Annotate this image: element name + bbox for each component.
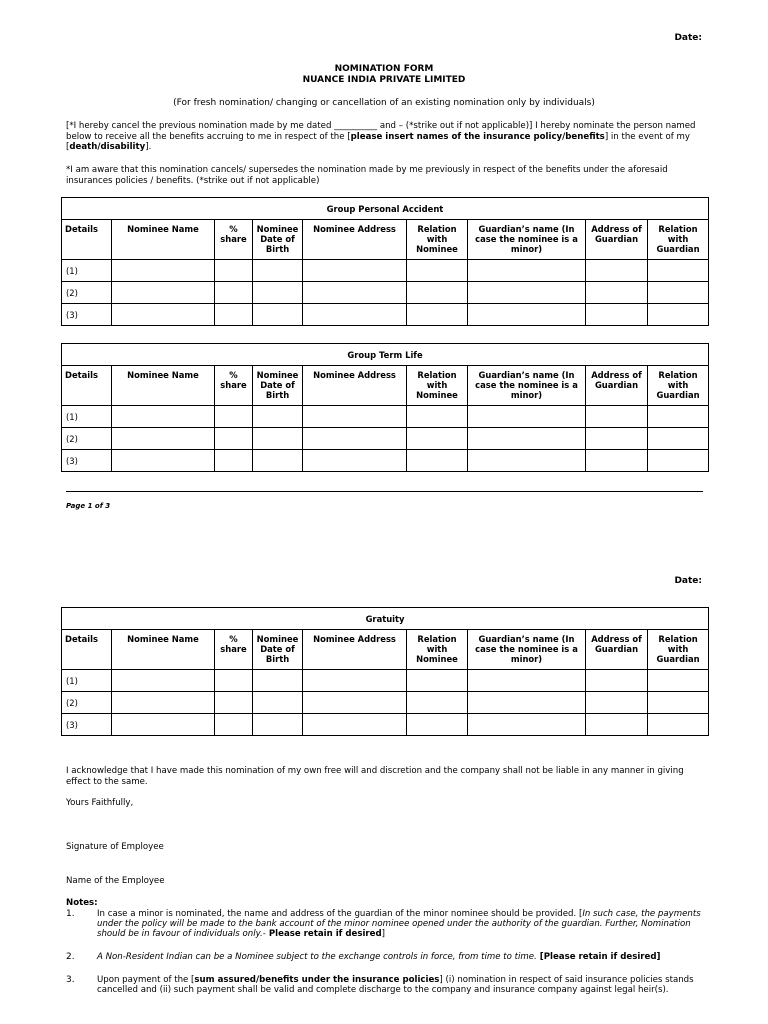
- relation-cell[interactable]: [407, 428, 468, 450]
- date-label: Date:: [674, 33, 702, 43]
- note-text: In case a minor is nominated, the name and address of the guardian of the minor nominee should be provided. [: [97, 909, 583, 919]
- dob-cell[interactable]: [253, 406, 303, 428]
- address-cell[interactable]: [303, 282, 407, 304]
- supersede-paragraph: *I am aware that this nomination cancels/ supersedes the nomination made by me previously in respect of the benefits under the aforesaid insurances policies / benefits. (*strike out if not applicable): [66, 165, 668, 186]
- table-row: [62, 428, 709, 450]
- nominee-name-cell[interactable]: [112, 670, 215, 692]
- dob-cell[interactable]: [253, 304, 303, 326]
- guardian-name-cell[interactable]: [468, 406, 586, 428]
- address-cell[interactable]: [303, 692, 407, 714]
- guardian-name-cell[interactable]: [468, 692, 586, 714]
- col-details: Details: [62, 366, 112, 406]
- guardian-relation-cell[interactable]: [648, 260, 709, 282]
- dob-cell[interactable]: [253, 428, 303, 450]
- note-bold: [Please retain if desired]: [536, 952, 661, 962]
- table-row: [62, 714, 709, 736]
- guardian-relation-cell[interactable]: [648, 670, 709, 692]
- share-cell[interactable]: [215, 670, 253, 692]
- col-dob: Nominee Date of Birth: [253, 366, 303, 406]
- guardian-name-cell[interactable]: [468, 428, 586, 450]
- acknowledgement-text: I acknowledge that I have made this nomination of my own free will and discretion and the company shall not be liable in any manner in giving effect to the same.: [66, 766, 684, 787]
- col-nominee-name: Nominee Name: [112, 366, 215, 406]
- guardian-address-cell[interactable]: [586, 282, 648, 304]
- guardian-name-cell[interactable]: [468, 260, 586, 282]
- col-share: % share: [215, 630, 253, 670]
- col-dob: Nominee Date of Birth: [253, 630, 303, 670]
- note-number: 2.: [66, 952, 75, 962]
- share-cell[interactable]: [215, 304, 253, 326]
- share-cell[interactable]: [215, 692, 253, 714]
- relation-cell[interactable]: [407, 692, 468, 714]
- row-label: (2): [62, 428, 112, 450]
- share-cell[interactable]: [215, 450, 253, 472]
- guardian-relation-cell[interactable]: [648, 428, 709, 450]
- event-placeholder: death/disability: [69, 142, 146, 152]
- share-cell[interactable]: [215, 406, 253, 428]
- row-label: (1): [62, 406, 112, 428]
- relation-cell[interactable]: [407, 670, 468, 692]
- table-row: [62, 304, 709, 326]
- guardian-relation-cell[interactable]: [648, 692, 709, 714]
- relation-cell[interactable]: [407, 282, 468, 304]
- table-gratuity: [61, 607, 709, 736]
- col-guardian-relation: Relation with Guardian: [648, 220, 709, 260]
- employee-name-label: Name of the Employee: [66, 876, 165, 886]
- para-text: ].: [145, 142, 152, 152]
- table-title: Group Term Life: [62, 344, 709, 366]
- nominee-name-cell[interactable]: [112, 714, 215, 736]
- row-label: (3): [62, 304, 112, 326]
- col-address: Nominee Address: [303, 366, 407, 406]
- row-label: (3): [62, 714, 112, 736]
- note-text: Upon payment of the [: [97, 975, 195, 985]
- col-dob: Nominee Date of Birth: [253, 220, 303, 260]
- table-row: [62, 692, 709, 714]
- table-row: [62, 260, 709, 282]
- signature-label: Signature of Employee: [66, 842, 164, 852]
- relation-cell[interactable]: [407, 714, 468, 736]
- col-guardian-name: Guardian’s name (In case the nominee is a minor): [468, 220, 586, 260]
- table-row: [62, 450, 709, 472]
- nomination-paragraph: [66, 121, 706, 153]
- dob-cell[interactable]: [253, 450, 303, 472]
- date-label: Date:: [674, 576, 702, 586]
- row-label: (2): [62, 692, 112, 714]
- note-3: [97, 975, 705, 995]
- note-bold: sum assured/benefits under the insurance policies: [194, 975, 440, 985]
- guardian-name-cell[interactable]: [468, 450, 586, 472]
- policy-placeholder: please insert names of the insurance policy/benefits: [350, 131, 605, 142]
- row-label: (1): [62, 260, 112, 282]
- dob-cell[interactable]: [253, 260, 303, 282]
- address-cell[interactable]: [303, 260, 407, 282]
- note-1: [97, 909, 705, 940]
- col-share: % share: [215, 220, 253, 260]
- guardian-address-cell[interactable]: [586, 714, 648, 736]
- address-cell[interactable]: [303, 304, 407, 326]
- share-cell[interactable]: [215, 714, 253, 736]
- row-label: (3): [62, 450, 112, 472]
- form-subtitle: (For fresh nomination/ changing or cancellation of an existing nomination only by individuals): [173, 98, 595, 108]
- table-title: Gratuity: [62, 608, 709, 630]
- page-number: Page 1 of 3: [66, 502, 111, 510]
- guardian-address-cell[interactable]: [586, 670, 648, 692]
- guardian-address-cell[interactable]: [586, 304, 648, 326]
- col-relation: Relation with Nominee: [407, 220, 468, 260]
- table-group-personal-accident: [61, 197, 709, 326]
- share-cell[interactable]: [215, 428, 253, 450]
- guardian-name-cell[interactable]: [468, 304, 586, 326]
- address-cell[interactable]: [303, 428, 407, 450]
- note-number: 1.: [66, 909, 75, 919]
- guardian-name-cell[interactable]: [468, 670, 586, 692]
- guardian-address-cell[interactable]: [586, 428, 648, 450]
- relation-cell[interactable]: [407, 406, 468, 428]
- nominee-name-cell[interactable]: [112, 304, 215, 326]
- guardian-relation-cell[interactable]: [648, 714, 709, 736]
- col-guardian-address: Address of Guardian: [586, 366, 648, 406]
- col-nominee-name: Nominee Name: [112, 220, 215, 260]
- relation-cell[interactable]: [407, 260, 468, 282]
- note-italic: A Non-Resident Indian can be a Nominee subject to the exchange controls in force, from time to time.: [97, 952, 537, 962]
- address-cell[interactable]: [303, 450, 407, 472]
- dob-cell[interactable]: [253, 282, 303, 304]
- guardian-name-cell[interactable]: [468, 282, 586, 304]
- col-details: Details: [62, 220, 112, 260]
- guardian-relation-cell[interactable]: [648, 450, 709, 472]
- table-title: Group Personal Accident: [62, 198, 709, 220]
- guardian-address-cell[interactable]: [586, 450, 648, 472]
- col-guardian-name: Guardian’s name (In case the nominee is a minor): [468, 630, 586, 670]
- para-text: ] in the event of my [: [66, 131, 690, 152]
- nominee-name-cell[interactable]: [112, 406, 215, 428]
- col-guardian-address: Address of Guardian: [586, 220, 648, 260]
- nominee-name-cell[interactable]: [112, 450, 215, 472]
- share-cell[interactable]: [215, 282, 253, 304]
- note-number: 3.: [66, 975, 75, 985]
- col-guardian-relation: Relation with Guardian: [648, 630, 709, 670]
- guardian-address-cell[interactable]: [586, 260, 648, 282]
- nominee-name-cell[interactable]: [112, 428, 215, 450]
- nominee-name-cell[interactable]: [112, 692, 215, 714]
- address-cell[interactable]: [303, 670, 407, 692]
- notes-title: Notes:: [66, 898, 98, 908]
- row-label: (2): [62, 282, 112, 304]
- col-guardian-name: Guardian’s name (In case the nominee is a minor): [468, 366, 586, 406]
- col-guardian-address: Address of Guardian: [586, 630, 648, 670]
- relation-cell[interactable]: [407, 450, 468, 472]
- guardian-relation-cell[interactable]: [648, 406, 709, 428]
- guardian-relation-cell[interactable]: [648, 282, 709, 304]
- col-details: Details: [62, 630, 112, 670]
- nominee-name-cell[interactable]: [112, 260, 215, 282]
- col-guardian-relation: Relation with Guardian: [648, 366, 709, 406]
- col-nominee-name: Nominee Name: [112, 630, 215, 670]
- table-row: [62, 282, 709, 304]
- col-share: % share: [215, 366, 253, 406]
- guardian-address-cell[interactable]: [586, 406, 648, 428]
- closing-text: Yours Faithfully,: [66, 798, 134, 808]
- relation-cell[interactable]: [407, 304, 468, 326]
- table-row: [62, 670, 709, 692]
- note-italic: In such case, the payments under the policy will be made to the bank account of the minor nominee opened under the authority of the guardian. Further, Nomination should be in favour of individuals only.-: [97, 909, 701, 940]
- table-row: [62, 406, 709, 428]
- dob-cell[interactable]: [253, 692, 303, 714]
- note-bold: Please retain if desired: [265, 929, 382, 940]
- guardian-address-cell[interactable]: [586, 692, 648, 714]
- row-label: (1): [62, 670, 112, 692]
- address-cell[interactable]: [303, 406, 407, 428]
- col-address: Nominee Address: [303, 220, 407, 260]
- dob-cell[interactable]: [253, 670, 303, 692]
- company-name: NUANCE INDIA PRIVATE LIMITED: [302, 75, 466, 85]
- dob-cell[interactable]: [253, 714, 303, 736]
- note-text: ] (i) nomination in respect of said insurance policies stands cancelled and (ii) such payment shall be valid and complete discharge to the company and insurance company against legal heir(s).: [97, 975, 694, 996]
- note-text: ]: [381, 929, 385, 940]
- note-2: [97, 952, 705, 962]
- page-divider: [66, 491, 703, 492]
- form-title: NOMINATION FORM: [334, 64, 434, 74]
- col-relation: Relation with Nominee: [407, 366, 468, 406]
- guardian-name-cell[interactable]: [468, 714, 586, 736]
- guardian-relation-cell[interactable]: [648, 304, 709, 326]
- table-group-term-life: [61, 343, 709, 472]
- para-text: [*I hereby cancel the previous nomination made by me dated __________ and – (*strike out if not applicable)] I hereby nominate the person named below to receive all the benefits accruing to me in respect of the [: [66, 121, 696, 142]
- col-address: Nominee Address: [303, 630, 407, 670]
- address-cell[interactable]: [303, 714, 407, 736]
- nominee-name-cell[interactable]: [112, 282, 215, 304]
- share-cell[interactable]: [215, 260, 253, 282]
- col-relation: Relation with Nominee: [407, 630, 468, 670]
